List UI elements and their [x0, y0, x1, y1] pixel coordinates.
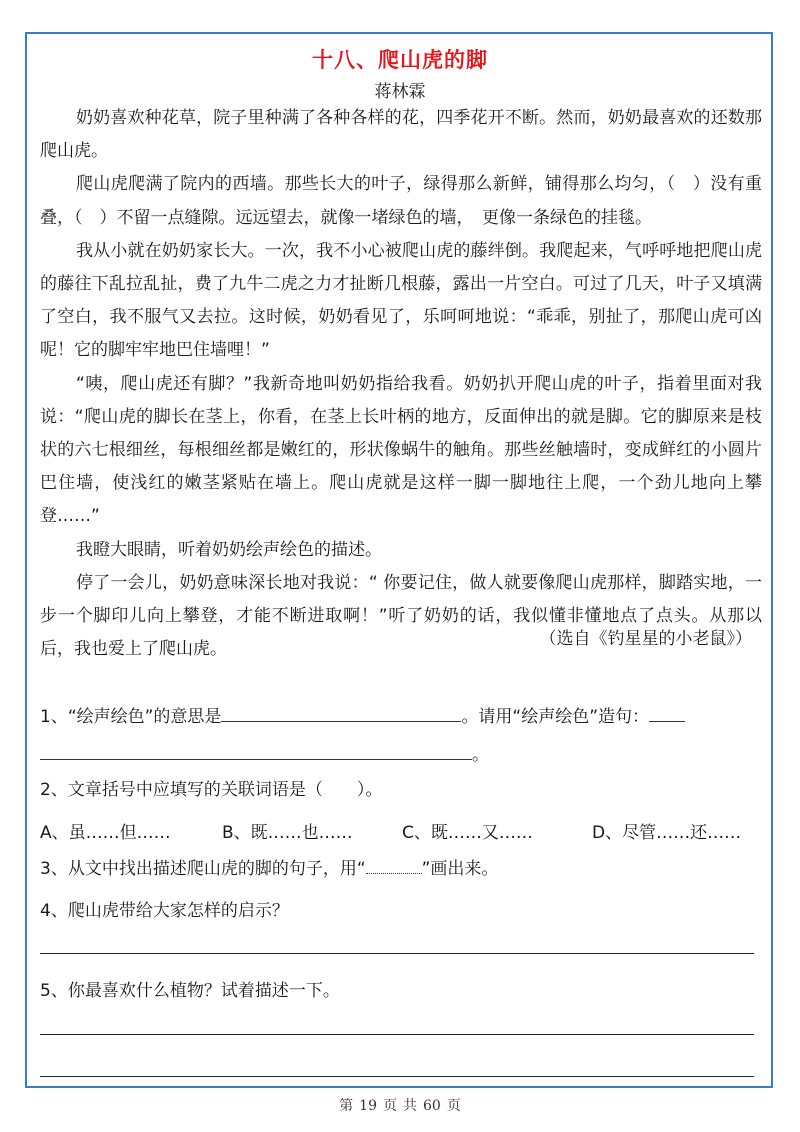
footer-ye-2: 页 [446, 1098, 461, 1114]
paragraph: “咦，爬山虎还有脚？”我新奇地叫奶奶指给我看。奶奶扒开爬山虎的叶子，指着里面对我说：“爬山虎的脚长在茎上，你看，在茎上长叶柄的地方，反面伸出的就是脚。它的脚原来是枝状的六七根细丝，每根细丝都是嫩红的，形状像蜗牛的触角。那些丝触墙时，变成鲜红的小圆片巴住墙，使浅红的嫩茎紧贴在墙上。爬山虎就是这样一脚一脚地往上爬，一个劲儿地向上攀登……” [40, 373, 762, 527]
question-2: 2、文章括号中应填写的关联词语是（ ）。 [40, 780, 383, 800]
option-a[interactable]: A、虽……但…… [40, 823, 171, 843]
passage [40, 102, 762, 666]
question-1 [40, 702, 685, 727]
answer-line-q5-1[interactable] [40, 1034, 754, 1035]
dotted-underline-sample [366, 855, 422, 874]
author-name: 蒋林霖 [374, 82, 426, 102]
source-citation: （选自《钓星星的小老鼠》） [539, 629, 752, 649]
answer-line-q5-2[interactable] [40, 1076, 754, 1077]
paragraph: 停了一会儿，奶奶意味深长地对我说：“ 你要记住，做人就要像爬山虎那样，脚踏实地，一步一个脚印儿向上攀登，才能不断进取啊！”听了奶奶的话，我似懂非懂地点了点头。从那以后，我也爱上了爬山虎。 [40, 572, 762, 660]
question-3-text-a: 3、从文中找出描述爬山虎的脚的句子，用“ [40, 859, 366, 879]
question-5: 5、你最喜欢什么植物？试着描述一下。 [40, 981, 340, 1001]
question-1-end: 。 [472, 745, 489, 765]
question-1-continued [40, 740, 489, 765]
paragraph: 爬山虎爬满了院内的西墙。那些长大的叶子，绿得那么新鲜，铺得那么均匀，（ ）没有重叠，（ ）不留一点缝隙。远远望去，就像一堵绿色的墙， 更像一条绿色的挂毯。 [40, 174, 762, 228]
footer-di: 第 [339, 1098, 354, 1114]
option-b[interactable]: B、既……也…… [222, 823, 353, 843]
option-d[interactable]: D、尽管……还…… [592, 823, 742, 843]
answer-blank-sentence[interactable] [40, 741, 472, 760]
option-c[interactable]: C、既……又…… [402, 823, 533, 843]
paragraph: 我从小就在奶奶家长大。一次，我不小心被爬山虎的藤绊倒。我爬起来，气呼呼地把爬山虎的藤往下乱拉乱扯，费了九牛二虎之力才扯断几根藤，露出一片空白。可过了几天，叶子又填满了空白，我不服气又去拉。这时候，奶奶看见了，乐呵呵地说：“乖乖，别扯了，那爬山虎可凶呢！它的脚牢牢地巴住墙哩！” [40, 240, 762, 361]
answer-blank-meaning[interactable] [221, 703, 461, 722]
footer-ye: 页 [383, 1098, 397, 1114]
answer-blank-sentence-start[interactable] [649, 703, 685, 722]
page-number: 19 [359, 1098, 377, 1114]
lesson-title: 十八、爬山虎的脚 [312, 48, 488, 72]
question-3-text-b: ”画出来。 [421, 859, 499, 879]
question-3 [40, 854, 498, 879]
total-pages: 60 [423, 1098, 441, 1114]
answer-line-q4[interactable] [40, 953, 754, 954]
paragraph: 我瞪大眼睛，听着奶奶绘声绘色的描述。 [76, 539, 382, 560]
question-1-text-a: 1、“绘声绘色”的意思是 [40, 707, 222, 727]
page-footer [0, 1095, 800, 1115]
question-4: 4、爬山虎带给大家怎样的启示？ [40, 901, 289, 921]
question-1-text-b: 。请用“绘声绘色”造句： [461, 707, 650, 727]
footer-gong: 共 [403, 1098, 417, 1114]
paragraph: 奶奶喜欢种花草，院子里种满了各种各样的花，四季花开不断。然而，奶奶最喜欢的还数那爬山虎。 [40, 108, 762, 162]
